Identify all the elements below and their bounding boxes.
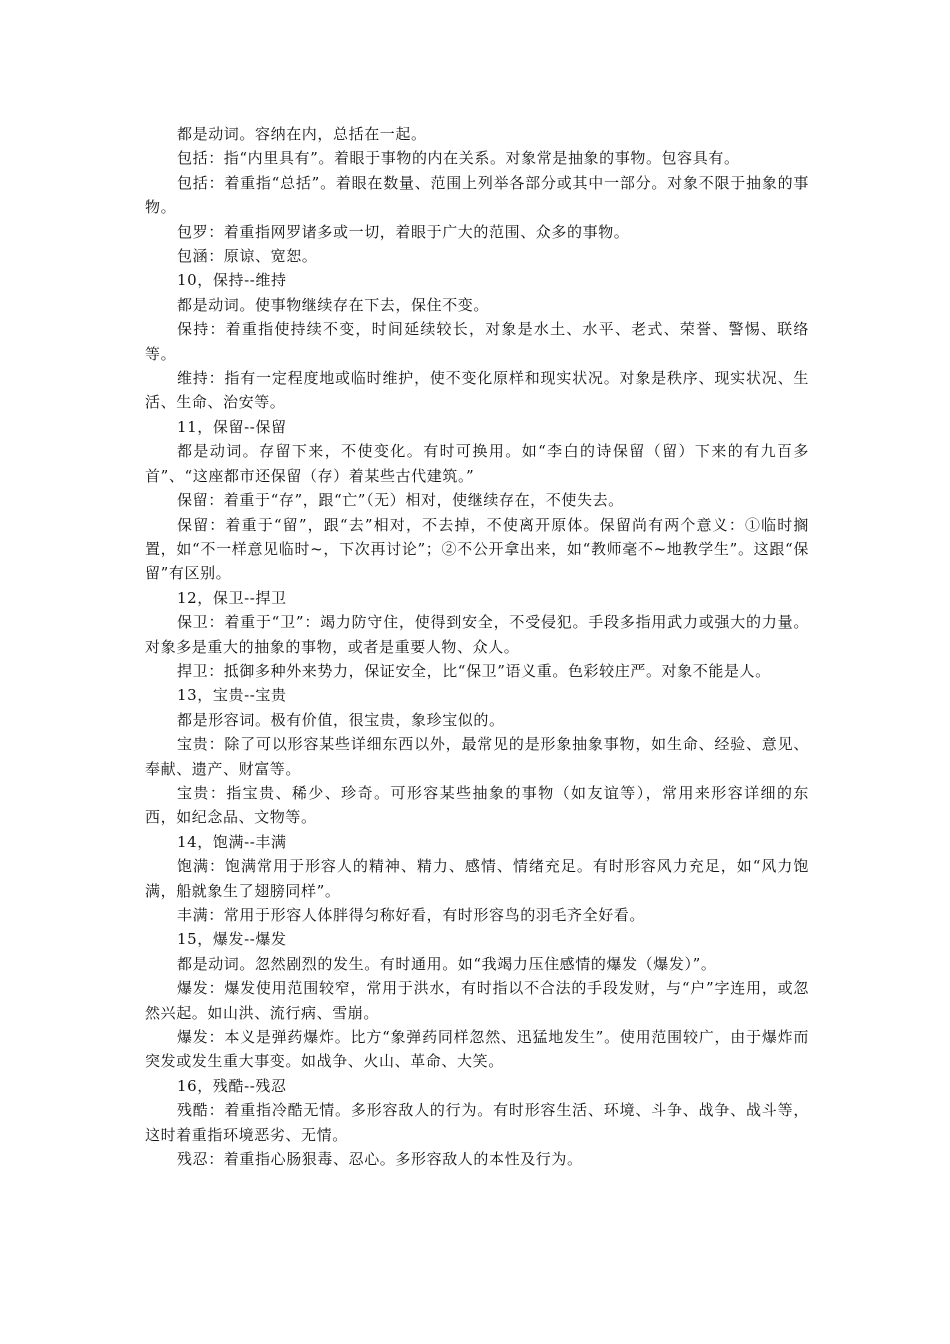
section-heading: 15，爆发--爆发 — [177, 930, 287, 949]
section-heading: 13，宝贵--宝贵 — [177, 686, 287, 705]
section-heading: 14，饱满--丰满 — [177, 832, 287, 851]
paragraph: 残忍：着重指心肠狠毒、忍心。多形容敌人的本性及行为。 — [177, 1150, 583, 1169]
paragraph: 宝贵：指宝贵、稀少、珍奇。可形容某些抽象的事物（如友谊等），常用来形容详细的东西，如纪念品、文物等。 — [145, 783, 809, 827]
paragraph: 都是形容词。极有价值，很宝贵，象珍宝似的。 — [177, 710, 505, 729]
paragraph: 都是动词。容纳在内，总括在一起。 — [177, 125, 427, 143]
paragraph: 丰满：常用于形容人体胖得匀称好看，有时形容鸟的羽毛齐全好看。 — [177, 906, 646, 924]
section-heading: 12，保卫--捍卫 — [177, 588, 287, 607]
paragraph: 宝贵：除了可以形容某些详细东西以外，最常见的是形象抽象事物，如生命、经验、意见、奉献、遗产、财富等。 — [145, 735, 809, 778]
section-heading: 11，保留--保留 — [177, 417, 287, 436]
paragraph: 都是动词。使事物继续存在下去，保住不变。 — [177, 295, 490, 314]
paragraph: 包罗：着重指网罗诸多或一切，着眼于广大的范围、众多的事物。 — [177, 222, 630, 241]
paragraph: 捍卫：抵御多种外来势力，保证安全，比“保卫”语义重。色彩较庄严。对象不能是人。 — [177, 661, 771, 680]
section-heading: 10，保持--维持 — [177, 271, 287, 290]
paragraph: 都是动词。存留下来，不使变化。有时可换用。如“李白的诗保留（留）下来的有九百多首”、“这座都市还保留（存）着某些古代建筑。” — [145, 442, 809, 485]
paragraph: 包括：指“内里具有”。着眼于事物的内在关系。对象常是抽象的事物。包容具有。 — [177, 149, 740, 168]
paragraph: 维持：指有一定程度地或临时维护，使不变化原样和现实状况。对象是秩序、现实状况、生活、生命、治安等。 — [145, 369, 809, 412]
paragraph: 爆发：爆发使用范围较窄，常用于洪水，有时指以不合法的手段发财，与“户”字连用，或忽然兴起。如山洪、流行病、雪崩。 — [145, 979, 809, 1022]
paragraph: 包涵：原谅、宽恕。 — [177, 247, 318, 266]
paragraph: 保留：着重于“存”，跟“亡”（无）相对，使继续存在，不使失去。 — [177, 491, 624, 510]
paragraph: 保留：着重于“留”，跟“去”相对，不去掉，不使离开原体。保留尚有两个意义：①临时搁置，如“不一样意见临时~，下次再讨论”；②不公开拿出来，如“教师毫不~地教学生”。这跟“保留”有区别。 — [145, 515, 809, 583]
paragraph: 饱满：饱满常用于形容人的精神、精力、感情、情绪充足。有时形容风力充足，如“风力饱满，船就象生了翅膀同样”。 — [145, 857, 809, 900]
paragraph: 都是动词。忽然剧烈的发生。有时通用。如“我竭力压住感情的爆发（爆发）”。 — [177, 954, 717, 973]
paragraph: 包括：着重指“总括”。着眼在数量、范围上列举各部分或其中一部分。对象不限于抽象的事物。 — [145, 173, 809, 217]
paragraph: 保卫：着重于“卫”：竭力防守住，使得到安全，不受侵犯。手段多指用武力或强大的力量。对象多是重大的抽象的事物，或者是重要人物、众人。 — [145, 613, 809, 656]
section-heading: 16，残酷--残忍 — [177, 1076, 287, 1095]
paragraph: 残酷：着重指冷酷无情。多形容敌人的行为。有时形容生活、环境、斗争、战争、战斗等，这时着重指环境恶劣、无情。 — [145, 1101, 809, 1144]
document-body — [145, 122, 809, 1171]
paragraph: 保持：着重指使持续不变，时间延续较长，对象是水土、水平、老式、荣誉、警惕、联络等。 — [145, 320, 809, 363]
paragraph: 爆发：本义是弹药爆炸。比方“象弹药同样忽然、迅猛地发生”。使用范围较广，由于爆炸而突发或发生重大事变。如战争、火山、革命、大笑。 — [145, 1028, 809, 1071]
